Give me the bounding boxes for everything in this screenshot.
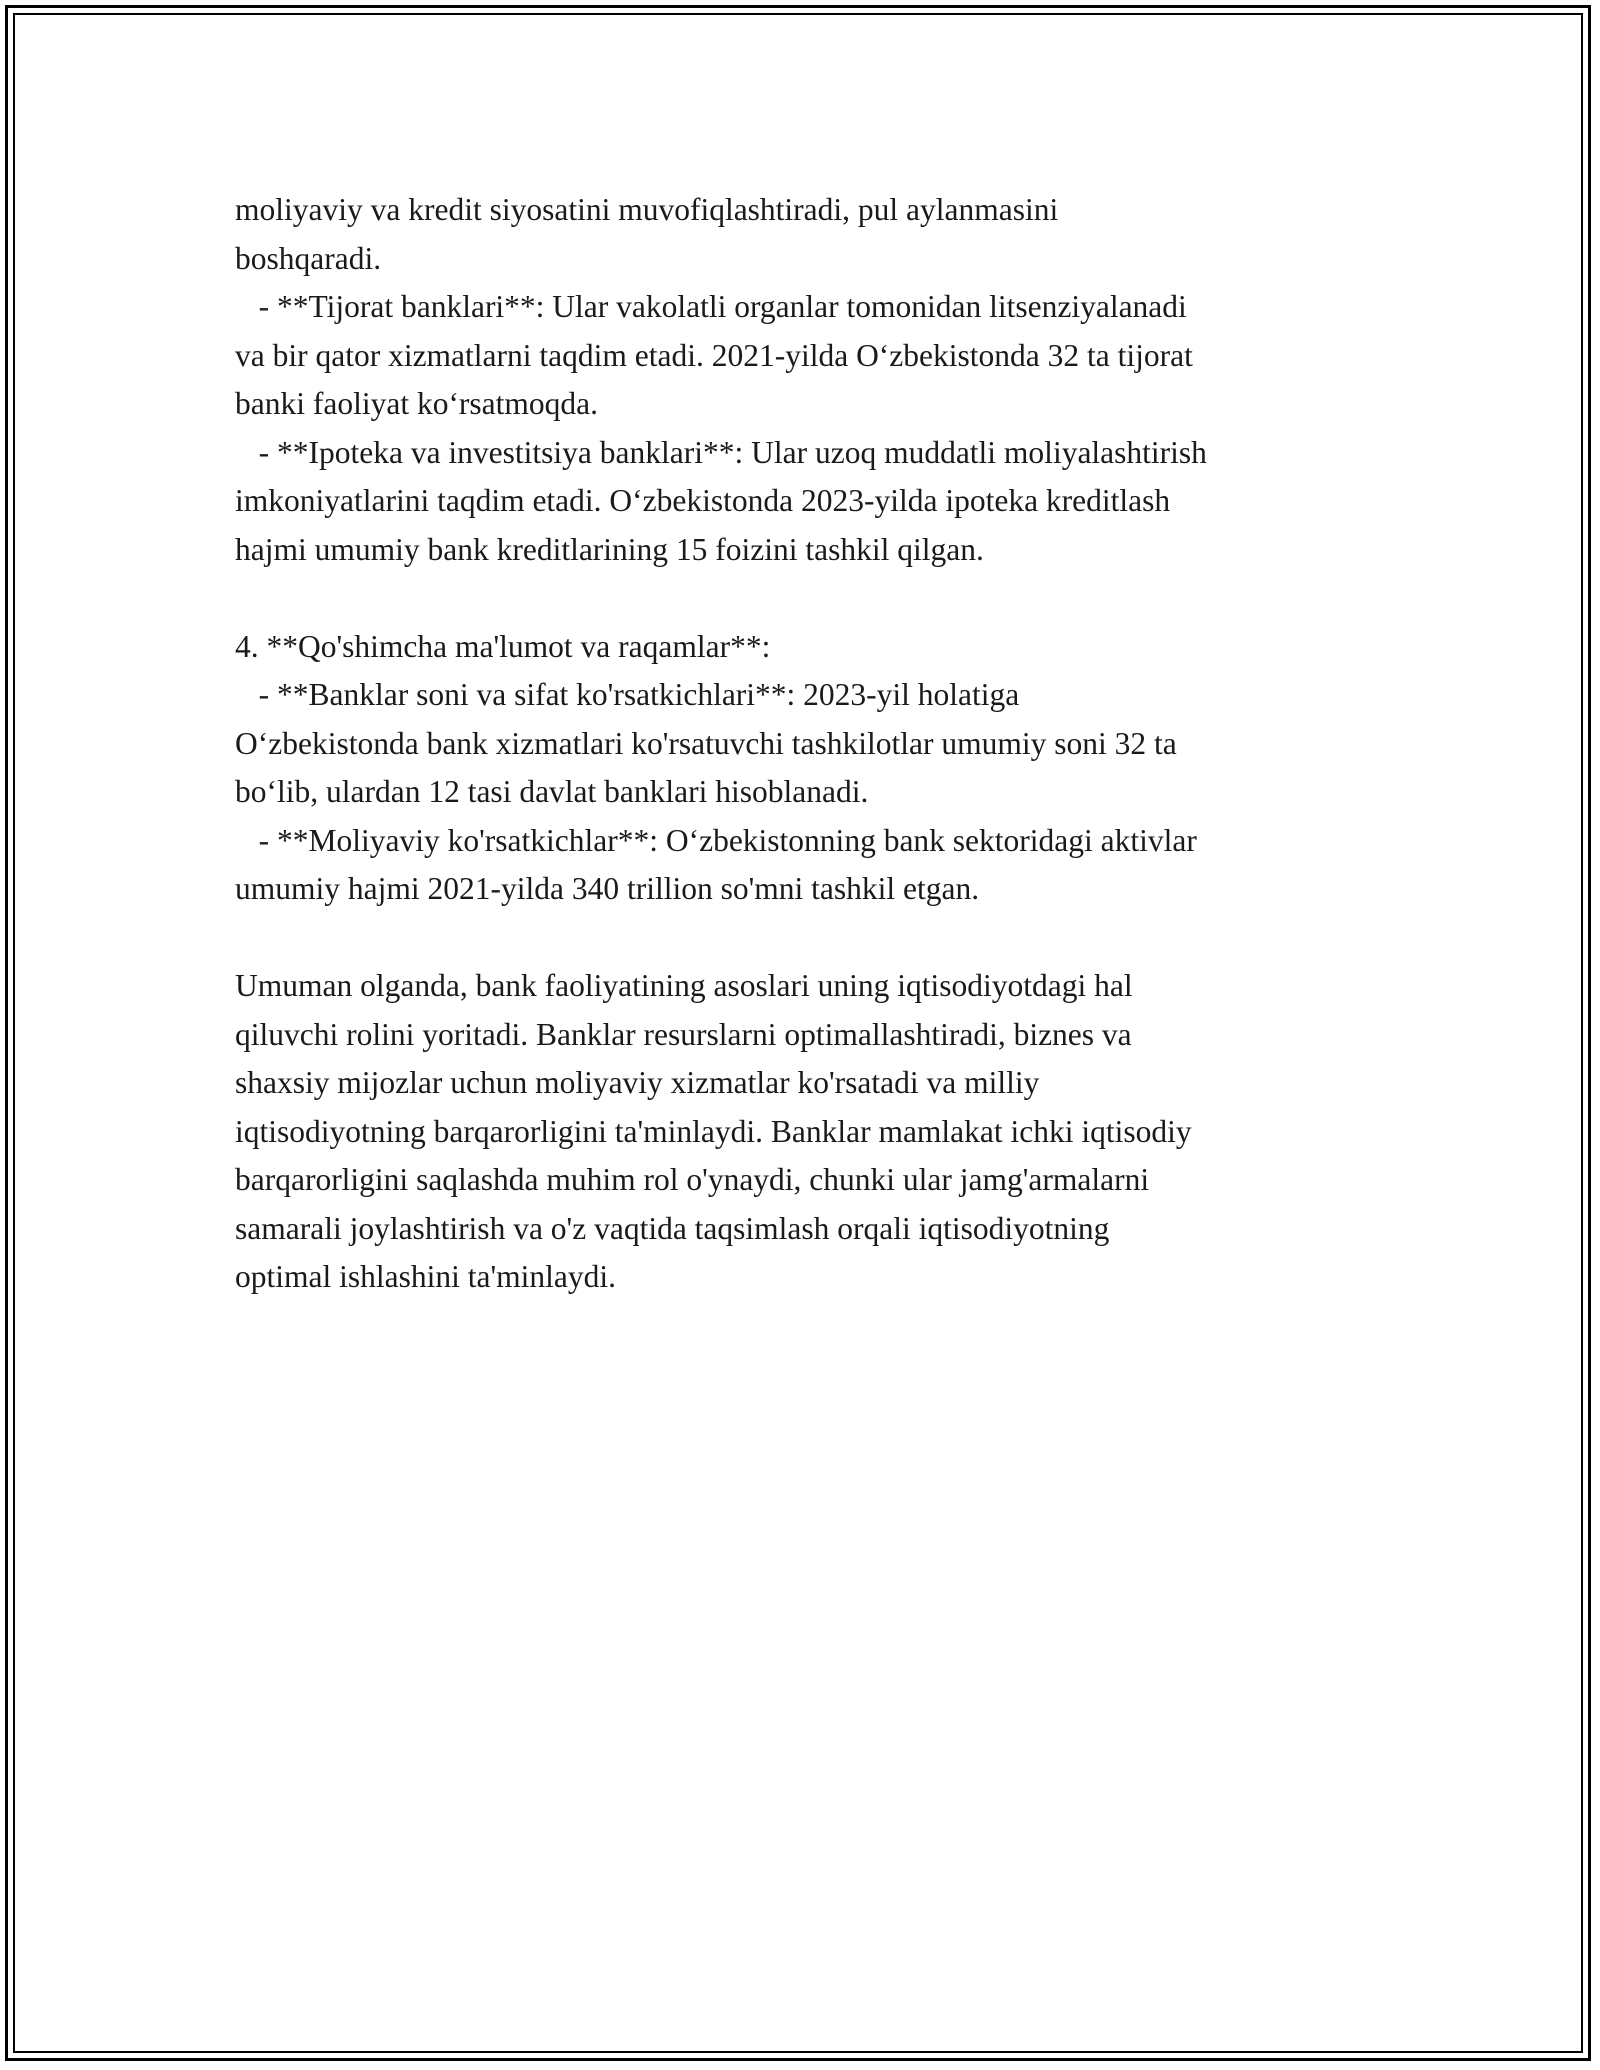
blank-line	[235, 914, 1395, 963]
text-line: iqtisodiyotning barqarorligini ta'minlaydi. Banklar mamlakat ichki iqtisodiy	[235, 1113, 1192, 1149]
text-line: imkoniyatlarini taqdim etadi. O‘zbekistonda 2023-yilda ipoteka kreditlash	[235, 483, 1171, 518]
text-line: umumiy hajmi 2021-yilda 340 trillion so'mni tashkil etgan.	[235, 871, 980, 906]
text-line: va bir qator xizmatlarni taqdim etadi. 2021-yilda O‘zbekistonda 32 ta tijorat	[235, 337, 1193, 373]
text-line: qiluvchi rolini yoritadi. Banklar resurslarni optimallashtiradi, biznes va	[235, 1016, 1132, 1052]
text-line: optimal ishlashini ta'minlaydi.	[235, 1259, 617, 1294]
text-line: banki faoliyat ko‘rsatmoqda.	[235, 386, 599, 421]
document-body	[235, 186, 1395, 1302]
text-line: - **Tijorat banklari**: Ular vakolatli organlar tomonidan litsenziyalanadi	[235, 289, 1187, 324]
text-line: hajmi umumiy bank kreditlarining 15 foizini tashkil qilgan.	[235, 531, 984, 567]
text-line: - **Banklar soni va sifat ko'rsatkichlari**: 2023-yil holatiga	[235, 677, 1020, 712]
section-heading: 4. **Qo'shimcha ma'lumot va raqamlar**:	[235, 628, 771, 664]
text-line: bo‘lib, ulardan 12 tasi davlat banklari hisoblanadi.	[235, 774, 869, 809]
text-line: moliyaviy va kredit siyosatini muvofiqlashtiradi, pul aylanmasini	[235, 192, 1059, 227]
text-line: boshqaradi.	[235, 240, 382, 276]
text-line: barqarorligini saqlashda muhim rol o'ynaydi, chunki ular jamg'armalarni	[235, 1162, 1150, 1197]
text-line: samarali joylashtirish va o'z vaqtida taqsimlash orqali iqtisodiyotning	[235, 1210, 1110, 1246]
text-line: O‘zbekistonda bank xizmatlari ko'rsatuvchi tashkilotlar umumiy soni 32 ta	[235, 725, 1177, 761]
text-line: - **Moliyaviy ko'rsatkichlar**: O‘zbekistonning bank sektoridagi aktivlar	[235, 822, 1197, 858]
blank-line	[235, 574, 1395, 623]
text-line: shaxsiy mijozlar uchun moliyaviy xizmatlar ko'rsatadi va milliy	[235, 1065, 1040, 1100]
text-line: Umuman olganda, bank faoliyatining asoslari uning iqtisodiyotdagi hal	[235, 968, 1133, 1003]
text-line: - **Ipoteka va investitsiya banklari**: Ular uzoq muddatli moliyalashtirish	[235, 434, 1207, 470]
